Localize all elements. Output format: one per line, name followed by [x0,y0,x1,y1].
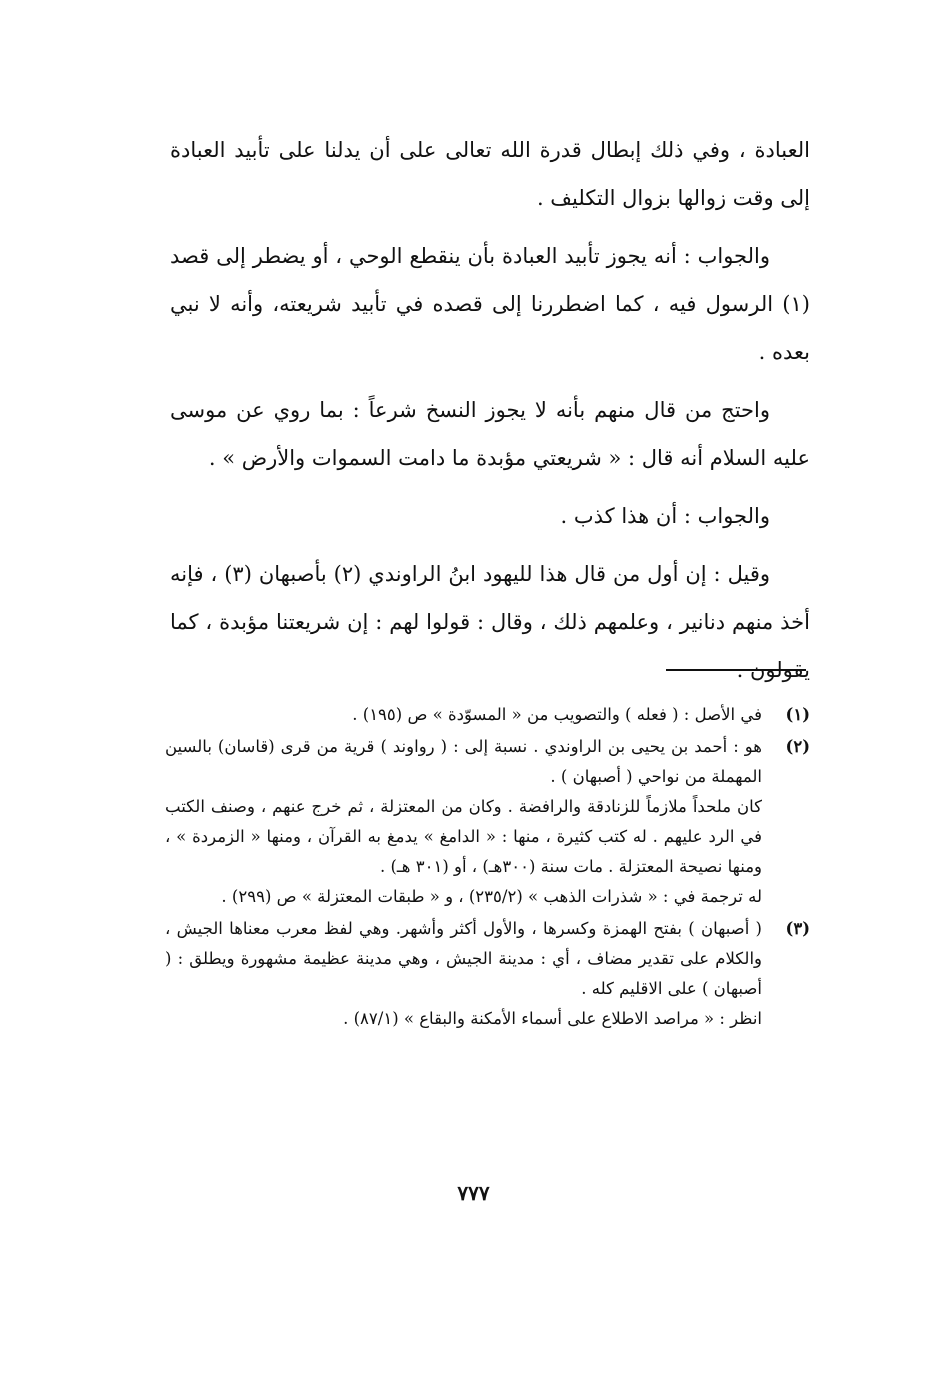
footnote [165,914,810,1034]
footnote-separator [666,669,806,671]
footnote-text [165,914,762,1034]
footnote-number: (٣) [785,919,810,938]
footnote-text [165,732,762,912]
paragraph: واحتج من قال منهم بأنه لا يجوز النسخ شرعاً : بما روي عن موسى عليه السلام أنه قال : « شريعتي مؤبدة ما دامت السموات والأرض » . [170,398,810,470]
footnote-line: له ترجمة في : « شذرات الذهب » (٢٣٥/٢) ، و « طبقات المعتزلة » ص (٢٩٩) . [221,887,762,906]
footnote-line: ( أصبهان ) بفتح الهمزة وكسرها ، والأول أكثر وأشهر. وهي لفظ معرب معناها الجيش ، والكلام على تقدير مضاف ، أي : مدينة الجيش ، وهي مدينة عظيمة مشهورة ويطلق : ( أصبهان ) على الاقليم كله . [165,919,762,998]
paragraph: العبادة ، وفي ذلك إبطال قدرة الله تعالى على أن يدلنا على تأبيد العبادة إلى وقت زوالها بزوال التكليف . [170,138,810,210]
footnote-line: كان ملحداً ملازماً للزنادقة والرافضة . وكان من المعتزلة ، ثم خرج عنهم ، وصنف الكتب في الرد عليهم . له كتب كثيرة ، منها : « الدامغ » يدمغ به القرآن ، ومنها « الزمردة » ، ومنها نصيحة المعتزلة . مات سنة (٣٠٠هـ) ، أو (٣٠١ هـ) . [165,797,762,876]
paragraph: والجواب : أنه يجوز تأبيد العبادة بأن ينقطع الوحي ، أو يضطر إلى قصد (١) الرسول فيه ، كما اضطررنا إلى قصده في تأبيد شريعته، وأنه لا نبي بعده . [170,244,810,364]
main-text [170,126,810,704]
paragraph: وقيل : إن أول من قال هذا لليهود ابنُ الراوندي (٢) بأصبهان (٣) ، فإنه أخذ منهم دنانير ، وعلمهم ذلك ، وقال : قولوا لهم : إن شريعتنا مؤبدة ، كما يقولون . [170,562,810,682]
paragraph: والجواب : أن هذا كذب . [560,504,770,528]
footnote-number: (١) [785,705,810,724]
footnote-line: هو : أحمد بن يحيى بن الراوندي . نسبة إلى : ( رواوند ) قرية من قرى (قاسان) بالسين المهملة من نواحي ( أصبهان ) . [165,737,762,786]
page-number: ٧٧٧ [457,1181,490,1205]
footnote-line: انظر : « مراصد الاطلاع على أسماء الأمكنة والبقاع » (٨٧/١) . [343,1009,762,1028]
footnote-number: (٢) [785,737,810,756]
footnote [165,732,810,912]
footnotes [165,700,810,1036]
footnote-text [165,700,762,730]
footnote-line: في الأصل : ( فعله ) والتصويب من « المسوّدة » ص (١٩٥) . [352,705,762,724]
footnote [165,700,810,730]
